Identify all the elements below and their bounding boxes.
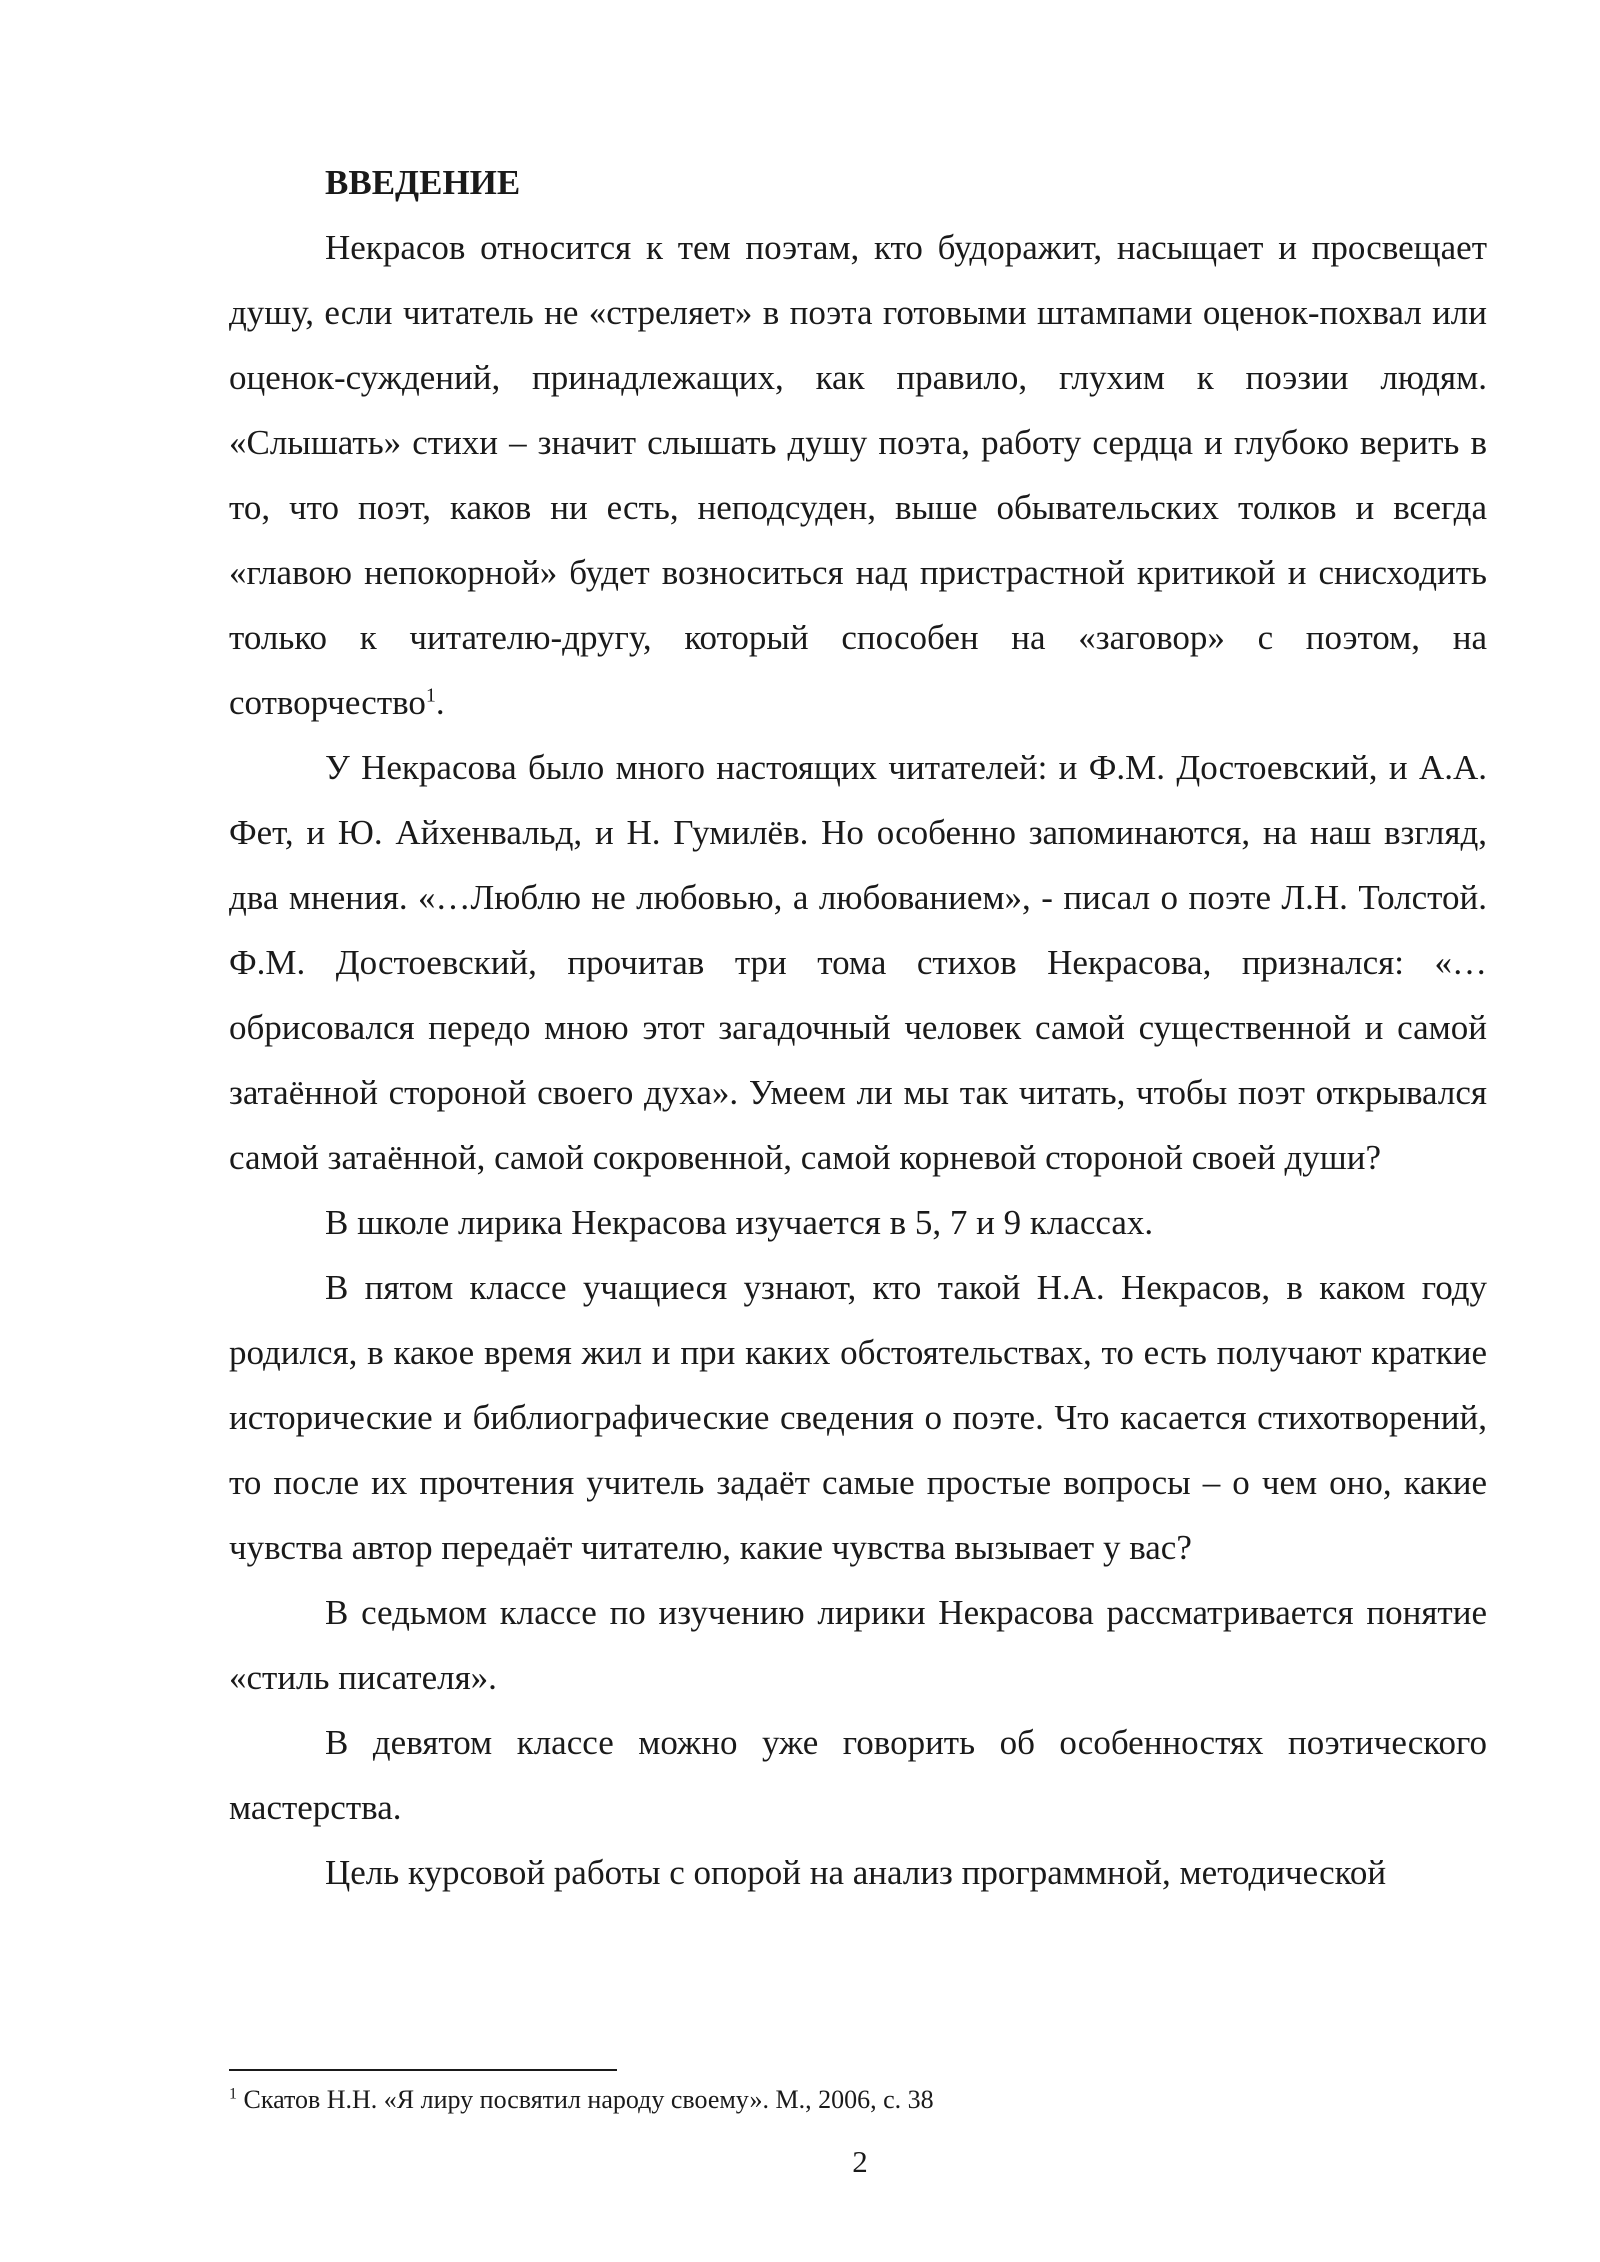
- footnote-separator: [229, 2069, 617, 2071]
- paragraph-grade-7: [229, 1580, 1487, 1710]
- footnote-reference[interactable]: 1: [425, 684, 436, 707]
- page-number: 2: [852, 2144, 868, 2179]
- paragraph-grade-9: [229, 1710, 1487, 1840]
- paragraph-text: Некрасов относится к тем поэтам, кто будоражит, насыщает и просвещает душу, если читатель не «стреляет» в поэта готовыми штампами оценок-похвал или оценок-суждений, принадлежащих, как правило, глухим к поэзии людям. «Слышать» стихи – значит слышать душу поэта, работу сердца и глубоко верить в то, что поэт, каков ни есть, неподсуден, выше обывательских толков и всегда «главою непокорной» будет возноситься над пристрастной критикой и снисходить только к читателю-другу, который способен на «заговор» с поэтом, на сотворчество: [229, 228, 1487, 722]
- footnote-marker: 1: [229, 2085, 237, 2103]
- footnote: [229, 2082, 1487, 2118]
- paragraph-text: В девятом классе можно уже говорить об особенностях поэтического мастерства.: [229, 1723, 1487, 1827]
- body-text: [229, 150, 1487, 1905]
- footnote-text: Скатов Н.Н. «Я лиру посвятил народу своему». М., 2006, с. 38: [237, 2085, 934, 2114]
- paragraph-goal: [229, 1840, 1487, 1905]
- paragraph-text: Цель курсовой работы с опорой на анализ программной, методической: [325, 1853, 1387, 1892]
- paragraph-text: У Некрасова было много настоящих читателей: и Ф.М. Достоевский, и А.А. Фет, и Ю. Айхенвальд, и Н. Гумилёв. Но особенно запоминаются, на наш взгляд, два мнения. «…Люблю не любовью, а любованием», - писал о поэте Л.Н. Толстой. Ф.М. Достоевский, прочитав три тома стихов Некрасова, признался: «…обрисовался передо мною этот загадочный человек самой существенной и самой затаённой стороной своего духа». Умеем ли мы так читать, чтобы поэт открывался самой затаённой, самой сокровенной, самой корневой стороной своей души?: [229, 748, 1487, 1177]
- paragraph-intro: [229, 215, 1487, 735]
- paragraph-school: [229, 1190, 1487, 1255]
- paragraph-text: В школе лирика Некрасова изучается в 5, 7 и 9 классах.: [325, 1203, 1154, 1242]
- section-heading: ВВЕДЕНИЕ: [325, 163, 521, 202]
- paragraph-grade-5: [229, 1255, 1487, 1580]
- paragraph-readers: [229, 735, 1487, 1190]
- paragraph-text: В седьмом классе по изучению лирики Некрасова рассматривается понятие «стиль писателя».: [229, 1593, 1487, 1697]
- paragraph-text: В пятом классе учащиеся узнают, кто такой Н.А. Некрасов, в каком году родился, в какое время жил и при каких обстоятельствах, то есть получают краткие исторические и библиографические сведения о поэте. Что касается стихотворений, то после их прочтения учитель задаёт самые простые вопросы – о чем оно, какие чувства автор передаёт читателю, какие чувства вызывает у вас?: [229, 1268, 1487, 1567]
- paragraph-tail: .: [435, 683, 445, 722]
